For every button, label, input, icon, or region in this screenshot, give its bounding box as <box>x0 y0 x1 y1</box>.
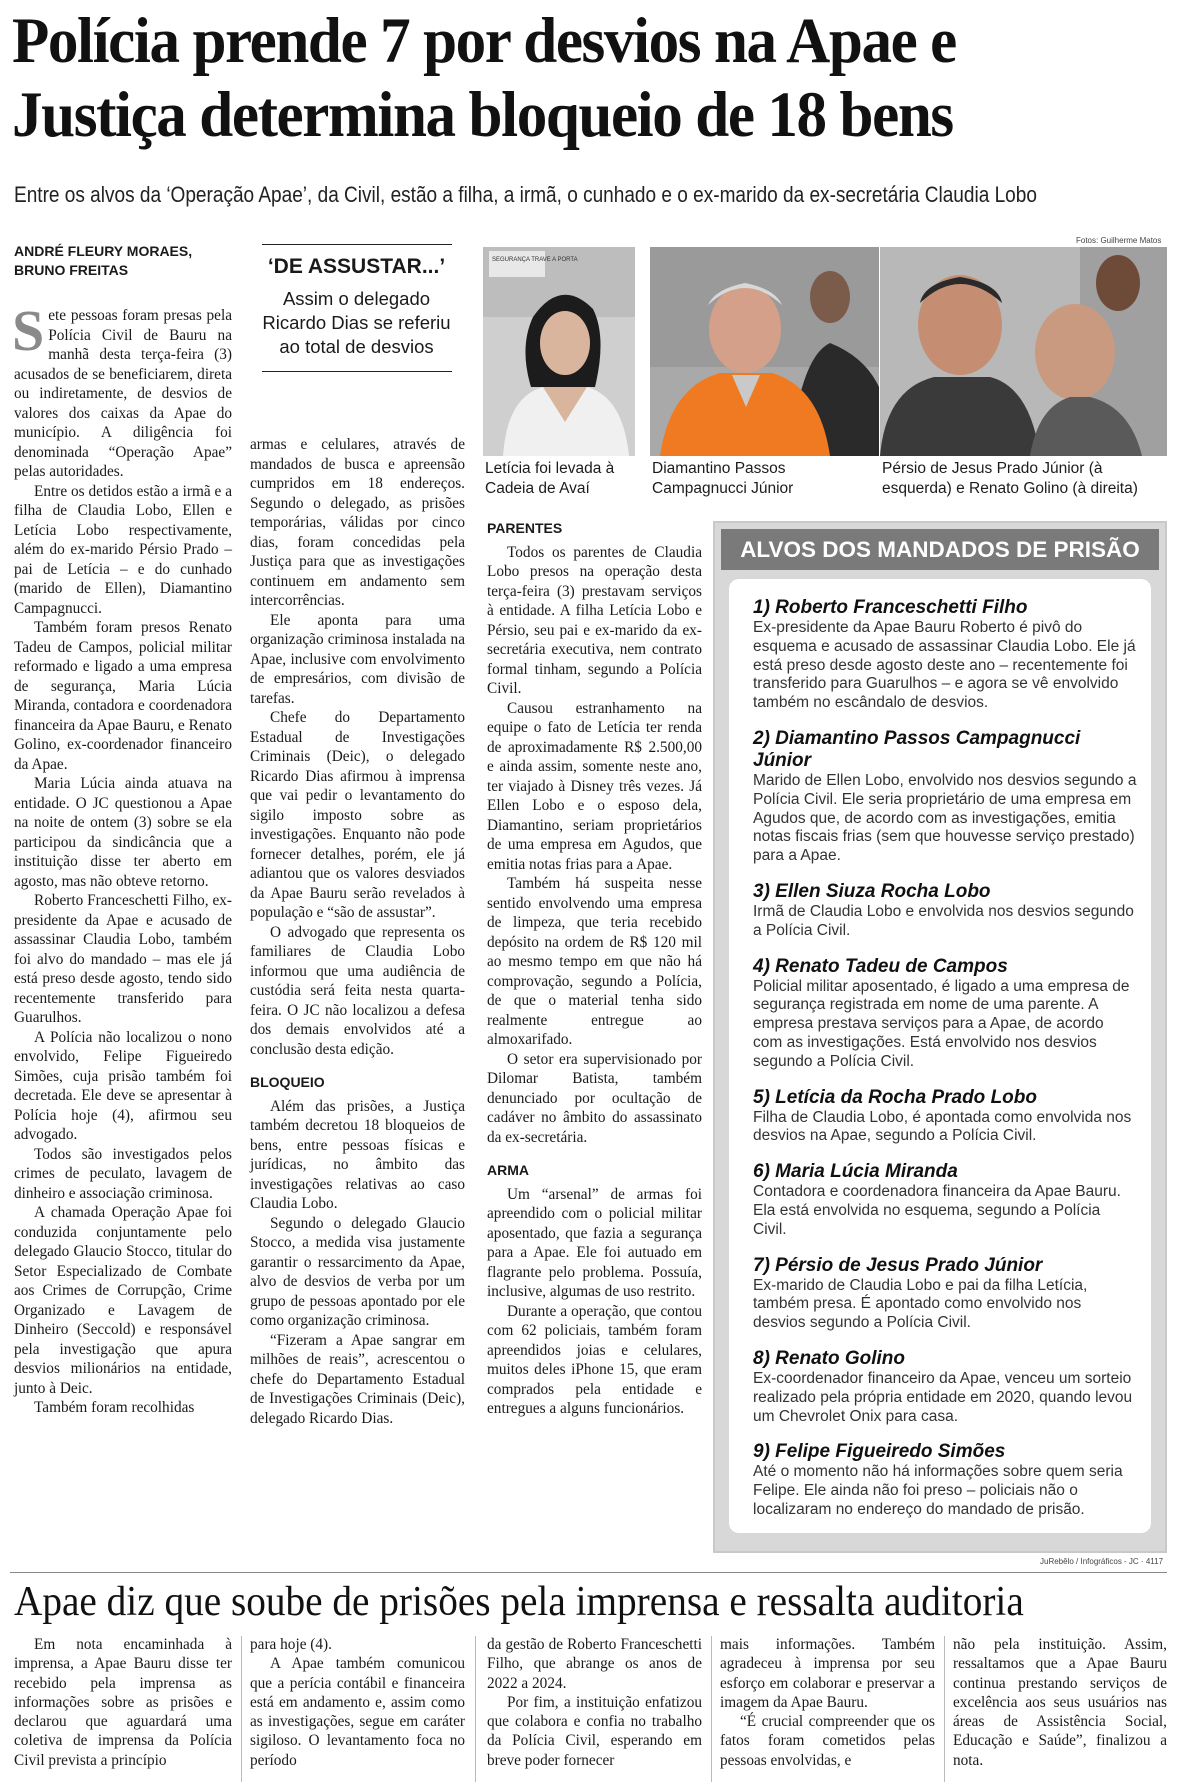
photo-caption-3: Pérsio de Jesus Prado Júnior (à esquerda) e Renato Golino (à direita) <box>882 460 1138 497</box>
infographic-credit: JuRebêlo / Infográficos - JC · 4117 <box>1040 1557 1164 1566</box>
paragraph: Causou estranhamento na equipe o fato de Letícia ter renda de aproximadamente R$ 2.500,00 e ainda assim, somente neste ano, ter viajado à Disney três vezes. Já Ellen Lobo e o esposo dela, Diamantino, seriam proprietários de uma empresa em Agudos, que emitia notas frias para a Apae. <box>487 699 702 873</box>
photo-caption-2: Diamantino Passos Campagnucci Júnior <box>652 460 794 497</box>
paragraph: A chamada Operação Apae foi conduzida conjuntamente pelo delegado Glaucio Stocco, titular do Setor Especializado de Combate aos Crimes de Corrupção, Crime Organizado e Lavagem de Dinheiro (Seccold) e responsável pela investigação que apura desvios milionários na entidade, junto à Deic. <box>14 1204 232 1397</box>
divider <box>262 371 452 372</box>
paragraph: Sete pessoas foram presas pela Polícia Civil de Bauru na manhã desta terça-feira (3) acusados de se beneficiarem, direta ou indiretamente, de desvios de valores dos caixas da Apae do município. A diligência foi denominada “Operação Apae” pelas autoridades. <box>12 298 232 480</box>
list-item <box>753 597 1137 713</box>
article-column-3 <box>487 519 702 1419</box>
suspect-description: Marido de Ellen Lobo, envolvido nos desvios segundo a Polícia Civil. Ele seria proprietário de uma empresa em Agudos que, de acordo com as investigações, emitia notas fiscais frias (sem que houvesse serviço prestado) para a Apae. <box>753 771 1137 865</box>
paragraph: Durante a operação, que contou com 62 policiais, também foram apreendidos joias e celulares, muitos deles iPhone 15, que eram comprados pela entidade e entregues a alguns funcionários. <box>487 1302 702 1417</box>
section-heading-arma: ARMA <box>487 1162 529 1178</box>
suspect-description: Policial militar aposentado, é ligado a uma empresa de segurança registrada em nome de uma parente. A empresa prestava serviços para a Apae, de acordo com as investigações. Está envolvido nos desvios segundo a Polícia Civil. <box>753 977 1130 1070</box>
suspect-description: Ex-coordenador financeiro da Apae, venceu um sorteio realizado pela própria entidade em 2020, quando levou um Chevrolet Onix para casa. <box>753 1369 1133 1425</box>
headline-line-1: Polícia prende 7 por desvios na Apae e <box>12 5 956 77</box>
suspect-name: 4) Renato Tadeu de Campos <box>753 955 1008 977</box>
section-heading-bloqueio: BLOQUEIO <box>250 1074 325 1090</box>
paragraph: Chefe do Departamento Estadual de Investigações Criminais (Deic), o delegado Ricardo Dias afirmou à imprensa que vai pedir o levantamento do sigilo imposto sobre as investigações. Enquanto não pode fornecer detalhes, porém, ele já adiantou que os valores desviados da Apae Bauru serão revelados à população e “são de assustar”. <box>250 709 465 921</box>
suspect-description: Ex-presidente da Apae Bauru Roberto é pivô do esquema e acusado de assassinar Claudia Lobo. Ele já está preso desde agosto deste ano – recentemente foi transferido para Guarulhos – e agora se vê envolvido também no escândalo de desvios. <box>753 619 1136 712</box>
paragraph: Também foram presos Renato Tadeu de Campos, policial militar reformado e ligado a uma empresa de segurança, Maria Lúcia Miranda, contadora e coordenadora financeira da Apae Bauru, e Renato Golino, ex-coordenador financeiro da Apae. <box>14 619 232 773</box>
list-item <box>753 1441 1137 1519</box>
paragraph: O setor era supervisionado por Dilomar Batista, também denunciado por ocultação de cadáver no âmbito do assassinato da ex-secretária. <box>487 1050 702 1146</box>
divider <box>944 1636 945 1782</box>
subheadline: Entre os alvos da ‘Operação Apae’, da Civil, estão a filha, a irmã, o cunhado e o ex-marido da ex-secretária Claudia Lobo <box>14 182 1037 207</box>
paragraph: Todos são investigados pelos crimes de peculato, lavagem de dinheiro e associação criminosa. <box>14 1145 232 1202</box>
divider <box>711 1636 712 1782</box>
paragraph: Também foram recolhidas <box>34 1399 195 1416</box>
paragraph: Roberto Franceschetti Filho, ex-presidente da Apae e acusado de assassinar Claudia Lobo, também foi alvo do mandado – mas ele já está preso desde agosto, tendo sido recentemente transferido para Guarulhos. <box>14 892 232 1026</box>
suspect-name: 9) Felipe Figueiredo Simões <box>753 1441 1006 1463</box>
divider <box>241 1636 242 1782</box>
secondary-headline: Apae diz que soube de prisões pela imprensa e ressalta auditoria <box>14 1579 1024 1625</box>
pull-quote <box>250 244 463 372</box>
paragraph: Também há suspeita nesse sentido envolvendo uma empresa de limpeza, que teria recebido depósito na ordem de R$ 120 mil ao mesmo tempo em que não há comprovação, segundo a Polícia, de que o material tenha sido realmente entregue ao almoxarifado. <box>487 875 702 1048</box>
suspects-box <box>713 521 1167 1553</box>
photo-woman <box>483 247 635 456</box>
list-item <box>753 1348 1137 1426</box>
paragraph: mais informações. Também agradeceu à imprensa por seu esforço em colaborar e preservar a imagem da Apae Bauru. <box>720 1636 935 1711</box>
photo-woman-image <box>483 247 635 456</box>
list-item <box>753 956 1137 1072</box>
paragraph: A Apae também comunicou que a perícia contábil e financeira está em andamento e, assim como as investigações, segue em caráter sigiloso. O levantamento foca no período <box>250 1655 465 1769</box>
list-item <box>753 1255 1137 1333</box>
suspect-name: 8) Renato Golino <box>753 1347 905 1369</box>
suspect-description: Filha de Claudia Lobo, é apontada como envolvida nos desvios na Apae, segundo a Polícia Civil. <box>753 1108 1132 1145</box>
paragraph: Em nota encaminhada à imprensa, a Apae Bauru disse ter recebido pela imprensa as informações sobre as prisões e declarou que aguardará uma coletiva de imprensa da Polícia Civil prevista a princípio <box>14 1636 232 1769</box>
suspect-name: 2) Diamantino Passos Campagnucci Júnior <box>753 727 1081 771</box>
paragraph: para hoje (4). <box>250 1636 332 1653</box>
suspect-description: Até o momento não há informações sobre quem seria Felipe. Ele ainda não foi preso – policiais não o localizaram no endereço do mandado de prisão. <box>753 1463 1123 1518</box>
paragraph: armas e celulares, através de mandados de busca e apreensão cumpridos em 18 endereços. Segundo o delegado, as prisões temporárias, válidas por cinco dias, foram concedidas pela Justiça para que as investigações continuem em andamento sem intercorrências. <box>250 436 465 609</box>
photo-credit: Fotos: Guilherme Matos <box>1076 236 1162 245</box>
photo-man-orange-shirt-image <box>650 247 879 456</box>
suspects-list <box>729 579 1151 1533</box>
article-column-1 <box>12 298 232 1418</box>
headline <box>12 4 1102 152</box>
dropcap: S <box>12 298 45 363</box>
paragraph: Um “arsenal” de armas foi apreendido com o policial militar aposentado, que fazia a segurança para a Apae. Ele foi autuado em flagrante pelo problema. Possuía, inclusive, algumas de uso restrito. <box>487 1185 702 1300</box>
section-heading-parentes: PARENTES <box>487 520 563 536</box>
suspect-description: Ex-marido de Claudia Lobo e pai da filha Letícia, também presa. É apontado como envolvido nos desvios segundo a Polícia Civil. <box>753 1276 1088 1332</box>
photo-two-men <box>880 247 1167 456</box>
list-item <box>753 1161 1137 1239</box>
list-item <box>753 728 1137 866</box>
pull-quote-text: Assim o delegado Ricardo Dias se referiu ao total de desvios <box>262 288 451 357</box>
headline-line-2: Justiça determina bloqueio de 18 bens <box>12 79 953 151</box>
pull-quote-title: ‘DE ASSUSTAR...’ <box>267 255 446 278</box>
paragraph: O advogado que representa os familiares de Claudia Lobo informou que uma audiência de custódia será feita nesta quarta-feira. O JC não localizou a defesa dos demais envolvidos até a conclusão desta edição. <box>250 923 465 1058</box>
paragraph: “É crucial compreender que os fatos foram cometidos pelas pessoas envolvidas, e <box>720 1713 935 1769</box>
paragraph: da gestão de Roberto Franceschetti Filho, que abrange os anos de 2022 a 2024. <box>487 1636 702 1692</box>
divider <box>10 1572 1167 1573</box>
list-item <box>753 881 1137 941</box>
suspect-name: 1) Roberto Franceschetti Filho <box>753 597 1028 618</box>
suspect-description: Irmã de Claudia Lobo e envolvida nos desvios segundo a Polícia Civil. <box>753 902 1134 939</box>
paragraph: A Polícia não localizou o nono envolvido, Felipe Figueiredo Simões, cuja prisão também foi decretada. Ele deve se apresentar à Polícia hoje (4), afirmou seu advogado. <box>14 1028 232 1143</box>
list-item <box>753 1087 1137 1147</box>
paragraph: Todos os parentes de Claudia Lobo presos na operação desta terça-feira (3) prestavam serviços à entidade. A filha Letícia Lobo e Pérsio, seu pai e ex-marido da ex-secretária executiva, nem contrato formal tinham, segundo a Polícia Civil. <box>487 543 702 697</box>
byline-author-1: ANDRÉ FLEURY MORAES, <box>14 243 193 259</box>
photo-sign-text: SEGURANÇA TRAVE A PORTA <box>492 257 578 263</box>
paragraph: Por fim, a instituição enfatizou que colabora e confia no trabalho da Polícia Civil, esperando em breve poder fornecer <box>487 1693 702 1769</box>
paragraph: Ele aponta para uma organização criminosa instalada na Apae, inclusive com envolvimento de empresários, com divisão de tarefas. <box>250 611 465 707</box>
photo-caption-1: Letícia foi levada à Cadeia de Avaí <box>485 460 615 497</box>
photo-man-orange-shirt <box>650 247 879 456</box>
suspect-description: Contadora e coordenadora financeira da Apae Bauru. Ela está envolvida no esquema, segundo a Polícia Civil. <box>753 1183 1121 1238</box>
suspect-name: 3) Ellen Siuza Rocha Lobo <box>753 880 991 902</box>
paragraph: Maria Lúcia ainda atuava na entidade. O JC questionou a Apae na noite de ontem (3) sobre se ela participou da sindicância que a instituição disse ter aberto em agosto, mas não obteve retorno. <box>14 775 232 890</box>
paragraph: Entre os detidos estão a irmã e a filha de Claudia Lobo, Ellen e Letícia Lobo respectivamente, além do ex-marido Pérsio Prado – pai de Letícia – e do cunhado (marido de Ellen), Diamantino Campagnucci. <box>14 482 232 617</box>
divider <box>262 244 452 245</box>
paragraph: Segundo o delegado Glaucio Stocco, a medida visa justamente garantir o ressarcimento da Apae, alvo de desvios de verba por um grupo de pessoas apontado por ele como organização criminosa. <box>250 1214 465 1329</box>
paragraph: “Fizeram a Apae sangrar em milhões de reais”, acrescentou o chefe do Departamento Estadual de Investigações Criminais (Deic), delegado Ricardo Dias. <box>250 1331 465 1427</box>
article-column-2 <box>250 435 465 1428</box>
article2-column-5 <box>953 1635 1167 1770</box>
divider <box>475 1636 476 1782</box>
article2-column-3 <box>487 1635 702 1770</box>
suspect-name: 7) Pérsio de Jesus Prado Júnior <box>753 1254 1043 1276</box>
paragraph: não pela instituição. Assim, ressaltamos que a Apae Bauru continua prestando serviços de excelência aos seus usuários nas áreas de Assistência Social, Educação e Saúde”, finalizou a nota. <box>953 1636 1167 1769</box>
byline <box>14 242 224 280</box>
suspect-name: 6) Maria Lúcia Miranda <box>753 1161 958 1183</box>
byline-author-2: BRUNO FREITAS <box>14 262 129 278</box>
article2-column-4 <box>720 1635 935 1770</box>
photo-two-men-image <box>880 247 1167 456</box>
paragraph: Além das prisões, a Justiça também decretou 18 bloqueios de bens, entre pessoas físicas e jurídicas, no âmbito das investigações relativas ao caso Claudia Lobo. <box>250 1097 465 1212</box>
suspects-box-title: ALVOS DOS MANDADOS DE PRISÃO <box>721 529 1159 570</box>
article2-column-2 <box>250 1635 465 1770</box>
suspect-name: 5) Letícia da Rocha Prado Lobo <box>753 1086 1037 1108</box>
article2-column-1 <box>14 1635 232 1770</box>
